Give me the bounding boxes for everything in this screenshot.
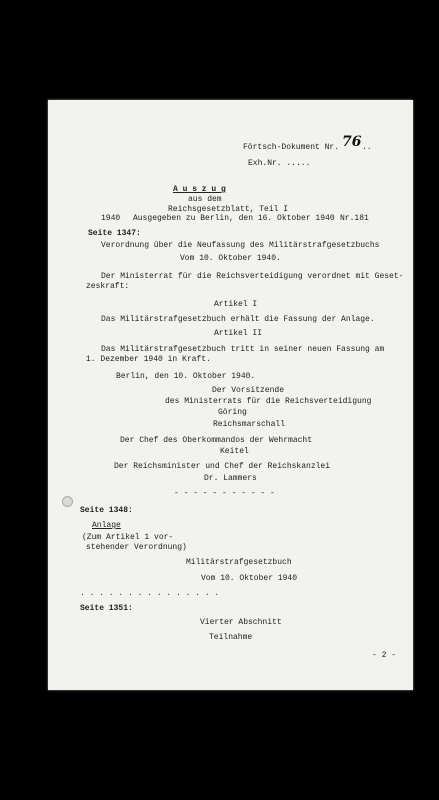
page-number: - 2 -: [372, 651, 397, 660]
doc-suffix: ..: [362, 143, 372, 152]
aus-dem: aus dem: [188, 195, 222, 204]
anlage-heading: Anlage: [92, 521, 121, 530]
seite-1347: Seite 1347:: [88, 229, 141, 238]
seite-1351: Seite 1351:: [80, 604, 133, 613]
artikel-2-text-1: Das Militärstrafgesetzbuch tritt in seiner neuen Fassung am: [101, 345, 385, 354]
doc-number: 76: [342, 134, 362, 150]
sig1-org: des Ministerrats für die Reichsverteidigung: [165, 397, 372, 406]
rgbl: Reichsgesetzblatt, Teil I: [168, 205, 289, 214]
sig2-name: Keitel: [220, 447, 249, 456]
verordnung-date: Vom 10. Oktober 1940.: [180, 254, 281, 263]
sig2-role: Der Chef des Oberkommandos der Wehrmacht: [120, 436, 313, 445]
sig3-name: Dr. Lammers: [204, 474, 257, 483]
zum-artikel-2: stehender Verordnung): [86, 543, 187, 552]
auszug-heading: A u s z u g: [173, 185, 226, 194]
sig1-rank: Reichsmarschall: [213, 420, 286, 429]
issue-text: Ausgegeben zu Berlin, den 16. Oktober 1940: [133, 214, 335, 223]
teilnahme: Teilnahme: [209, 633, 253, 642]
ministerrat-line-1: Der Ministerrat für die Reichsverteidigung verordnet mit Geset-: [101, 272, 404, 281]
seite-1348: Seite 1348:: [80, 506, 133, 515]
sig1-role: Der Vorsitzende: [212, 386, 285, 395]
ministerrat-line-2: zeskraft:: [86, 282, 130, 291]
vierter-abschnitt: Vierter Abschnitt: [200, 618, 282, 627]
issue-nr: Nr.181: [340, 214, 369, 223]
sig3-role: Der Reichsminister und Chef der Reichskanzlei: [114, 462, 331, 471]
issue-year: 1940: [101, 214, 121, 223]
sig1-name: Göring: [218, 408, 247, 417]
exh-number: Exh.Nr. .....: [248, 159, 311, 168]
zum-artikel-1: (Zum Artikel 1 vor-: [82, 533, 174, 542]
artikel-2: Artikel II: [214, 329, 263, 338]
separator-dashes: - - - - - - - - - - -: [174, 489, 275, 498]
verordnung-title: Verordnung über die Neufassung des Militärstrafgesetzbuchs: [101, 241, 380, 250]
place-date: Berlin, den 10. Oktober 1940.: [116, 372, 256, 381]
ellipsis-dots: . . . . . . . . . . . . . . .: [80, 589, 220, 598]
msg-title: Militärstrafgesetzbuch: [186, 558, 292, 567]
msg-date: Vom 10. Oktober 1940: [201, 574, 298, 583]
artikel-1-text: Das Militärstrafgesetzbuch erhält die Fassung der Anlage.: [101, 315, 375, 324]
artikel-2-text-2: 1. Dezember 1940 in Kraft.: [86, 355, 211, 364]
punch-hole: [62, 496, 73, 507]
artikel-1: Artikel I: [214, 300, 258, 309]
doc-label: Förtsch-Dokument Nr.: [243, 143, 340, 152]
